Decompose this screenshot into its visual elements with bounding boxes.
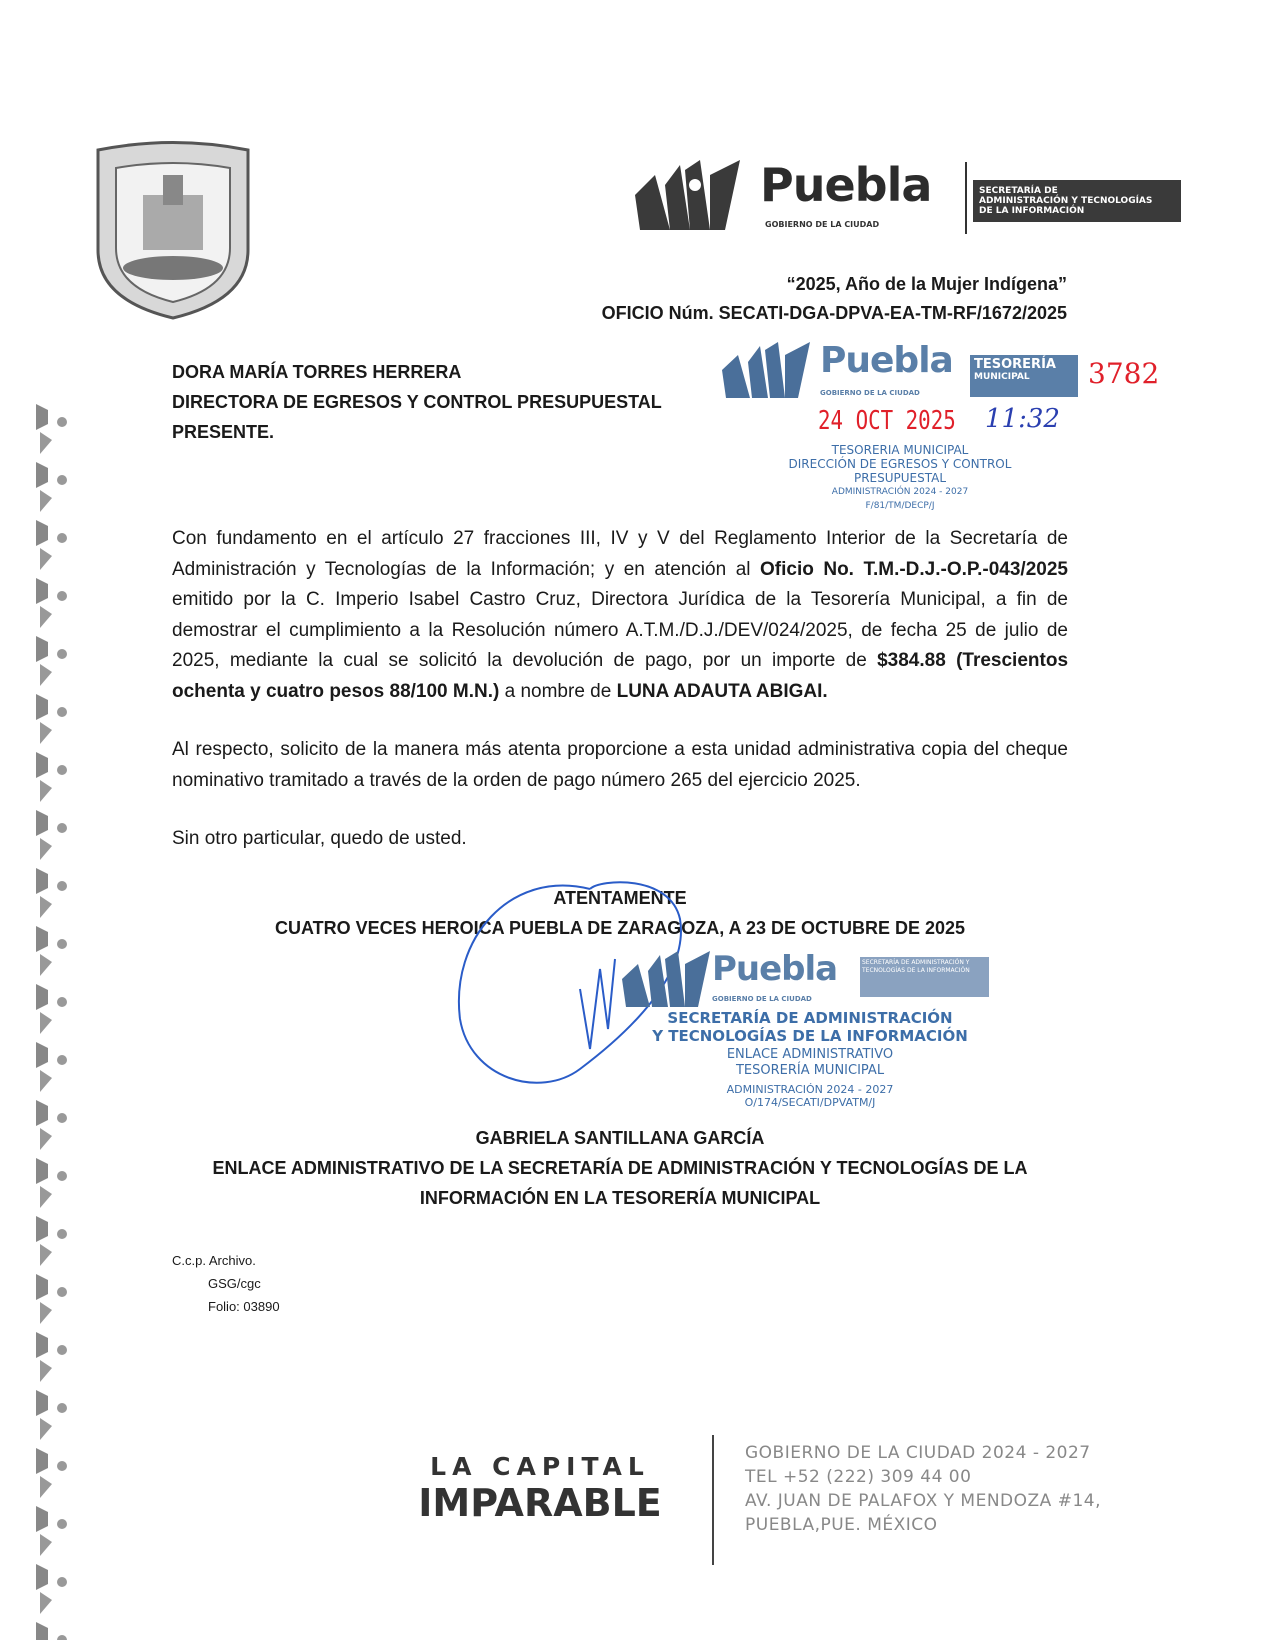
footer-slogan (390, 1452, 690, 1525)
ccp-initials: GSG/cgc (208, 1275, 261, 1291)
footer-line: AV. JUAN DE PALAFOX Y MENDOZA #14, (745, 1491, 1101, 1511)
logo-subtitle: GOBIERNO DE LA CIUDAD (765, 220, 880, 229)
city-seal (88, 140, 258, 320)
slogan-line-1: LA CAPITAL (430, 1452, 650, 1481)
stamp-line: DIRECCIÓN DE EGRESOS Y CONTROL (788, 457, 1012, 471)
stamp-line: TESORERÍA MUNICIPAL (735, 1062, 885, 1078)
slogan-line-2: IMPARABLE (418, 1481, 662, 1525)
signature-stamp (620, 949, 1000, 1117)
stamp-logo-subtitle: GOBIERNO DE LA CIUDAD (712, 994, 812, 1003)
logo-box-line: SECRETARÍA DE (979, 186, 1058, 196)
stamp-line: SECRETARÍA DE ADMINISTRACIÓN (667, 1008, 953, 1027)
addressee-position: DIRECTORA DE EGRESOS Y CONTROL PRESUPUESTAL (172, 392, 662, 412)
decorative-border (30, 400, 76, 1640)
signer-name: GABRIELA SANTILLANA GARCÍA (475, 1127, 765, 1148)
city-skyline-icon (720, 340, 815, 400)
signature-area (150, 949, 1090, 1117)
logo-box-line: DE LA INFORMACIÓN (979, 206, 1085, 216)
logo-box-line: ADMINISTRACIÓN Y TECNOLOGÍAS (979, 196, 1153, 206)
ccp-block (172, 1249, 1090, 1318)
city-skyline-icon (630, 155, 760, 235)
addressee (172, 357, 662, 447)
year-motto: “2025, Año de la Mujer Indígena” (786, 274, 1067, 294)
stamp-line: ADMINISTRACIÓN 2024 - 2027 (831, 487, 969, 497)
city-skyline-icon (620, 949, 715, 1009)
ccp-folio: Folio: 03890 (208, 1298, 280, 1314)
signer-title-1: ENLACE ADMINISTRATIVO DE LA SECRETARÍA DE ADMINISTRACIÓN Y TECNOLOGÍAS DE LA (212, 1157, 1028, 1178)
oficio-number: OFICIO Núm. SECATI-DGA-DPVA-EA-TM-RF/1672/2025 (601, 303, 1067, 323)
stamp-line: ENLACE ADMINISTRATIVO (726, 1046, 894, 1062)
body-paragraph-2: Al respecto, solicito de la manera más atenta proporcione a esta unidad administrativa copia del cheque nominativo tramitado a través de la orden de pago número 265 del ejercicio 2025. (172, 739, 1068, 791)
stamp-line: TESORERIA MUNICIPAL (831, 443, 969, 457)
puebla-logo (655, 150, 1195, 242)
footer-line: GOBIERNO DE LA CIUDAD 2024 - 2027 (745, 1443, 1091, 1463)
stamp-logo-word: Puebla (820, 340, 953, 381)
closing-atentamente: ATENTAMENTE (553, 887, 687, 908)
stamp-logo-word: Puebla (712, 948, 838, 989)
stamp-logo-subtitle: GOBIERNO DE LA CIUDAD (820, 389, 920, 397)
addressee-name: DORA MARÍA TORRES HERRERA (172, 362, 462, 382)
stamp-time: 11:32 (985, 404, 1060, 434)
ccp-archivo: C.c.p. Archivo. (172, 1252, 256, 1268)
stamp-line: ADMINISTRACIÓN 2024 - 2027 (726, 1082, 894, 1096)
logo-word: Puebla (760, 158, 932, 212)
stamp-box-line: MUNICIPAL (974, 372, 1030, 382)
footer-info (745, 1441, 1101, 1537)
stamp-line: PRESUPUESTAL (853, 471, 947, 485)
footer-line: TEL +52 (222) 309 44 00 (745, 1467, 972, 1487)
received-stamp (720, 335, 1170, 515)
body-paragraph-1: Con fundamento en el artículo 27 fracciones III, IV y V del Reglamento Interior de la Secretaría de Administración y Tecnologías de la Información; y en atención al Oficio No. T.M.-D.J.-O.P.-043/2025 emitido por la C. Imperio Isabel Castro Cruz, Directora Jurídica de la Tesorería Municipal, a fin de demostrar el cumplimiento a la Resolución número A.T.M./D.J./DEV/024/2025, de fecha 25 de julio de 2025, mediante la cual se solicitó la devolución de pago, por un importe de $384.88 (Trescientos ochenta y cuatro pesos 88/100 M.N.) a nombre de LUNA ADAUTA ABIGAI. (172, 528, 1069, 702)
stamp-box: SECRETARÍA DE ADMINISTRACIÓN Y TECNOLOGÍAS DE LA INFORMACIÓN (860, 957, 989, 997)
stamp-line: Y TECNOLOGÍAS DE LA INFORMACIÓN (652, 1026, 968, 1045)
stamp-folio: 3782 (1088, 357, 1160, 390)
letter-body (150, 524, 1090, 1318)
addressee-greeting: PRESENTE. (172, 422, 275, 442)
stamp-date: 24 OCT 2025 (818, 406, 956, 436)
closing-place-date: CUATRO VECES HEROICA PUEBLA DE ZARAGOZA, A 23 DE OCTUBRE DE 2025 (274, 917, 966, 938)
body-paragraph-3: Sin otro particular, quedo de usted. (172, 828, 467, 849)
stamp-line: O/174/SECATI/DPVATM/J (744, 1095, 876, 1109)
stamp-line: F/81/TM/DECP/J (865, 501, 935, 511)
stamp-box-line: TESORERÍA (974, 357, 1056, 372)
footer-line: PUEBLA,PUE. MÉXICO (745, 1515, 938, 1535)
signer-title-2: INFORMACIÓN EN LA TESORERÍA MUNICIPAL (419, 1187, 821, 1208)
